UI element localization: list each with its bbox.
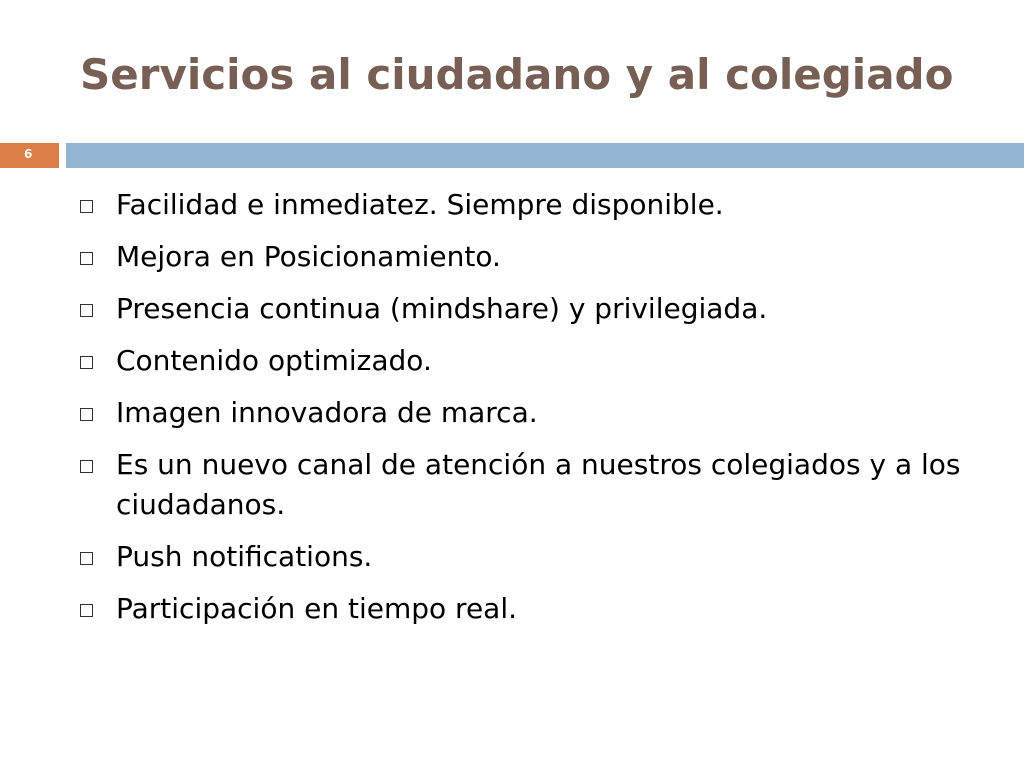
bullet-item — [80, 341, 980, 381]
bullet-item — [80, 185, 980, 225]
hollow-square-bullet-icon — [80, 604, 93, 617]
hollow-square-bullet-icon — [80, 304, 93, 317]
hollow-square-bullet-icon — [80, 252, 93, 265]
hollow-square-bullet-icon — [80, 408, 93, 421]
bullet-text: Contenido optimizado. — [116, 344, 432, 377]
hollow-square-bullet-icon — [80, 460, 93, 473]
hollow-square-bullet-icon — [80, 552, 93, 565]
bullet-text: Imagen innovadora de marca. — [116, 396, 538, 429]
bullet-text: Facilidad e inmediatez. Siempre disponible. — [116, 188, 724, 221]
bullet-text: Participación en tiempo real. — [116, 592, 518, 625]
bullet-item — [80, 445, 980, 525]
bullet-item — [80, 589, 980, 629]
bullet-item — [80, 237, 980, 277]
bullet-item — [80, 537, 980, 577]
hollow-square-bullet-icon — [80, 200, 93, 213]
bullet-text: Push notifications. — [116, 540, 373, 573]
page-number: 6 — [0, 143, 59, 168]
bullet-item — [80, 393, 980, 433]
bullet-list — [80, 185, 980, 641]
bullet-text: Presencia continua (mindshare) y privilegiada. — [116, 292, 768, 325]
slide-title: Servicios al ciudadano y al colegiado — [80, 50, 954, 99]
bullet-text: Es un nuevo canal de atención a nuestros colegiados y a los ciudadanos. — [116, 448, 961, 521]
title-divider-bar — [66, 143, 1024, 168]
hollow-square-bullet-icon — [80, 356, 93, 369]
bullet-text: Mejora en Posicionamiento. — [116, 240, 501, 273]
bullet-item — [80, 289, 980, 329]
